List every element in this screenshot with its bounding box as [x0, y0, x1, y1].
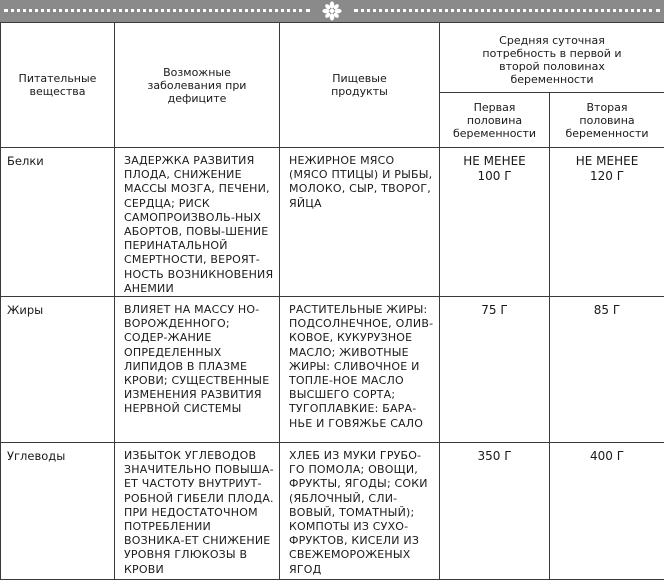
nutrition-table — [0, 22, 664, 580]
second-half-value: 400 Г — [550, 443, 664, 580]
disease-text: ВЛИЯЕТ НА МАССУ НО-ВОРОЖДЕННОГО; СОДЕР-ЖАНИЕ ОПРЕДЕЛЕННЫХ ЛИПИДОВ В ПЛАЗМЕ КРОВИ; СУЩЕСТВЕННЫЕ ИЗМЕНЕНИЯ РАЗВИТИЯ НЕРВНОЙ СИСТЕМЫ — [115, 297, 280, 443]
table-row — [1, 297, 664, 443]
header-nutrients: Питательные вещества — [1, 23, 115, 148]
first-half-value: 75 Г — [440, 297, 550, 443]
decorative-top-bar — [0, 0, 664, 22]
second-half-value: НЕ МЕНЕЕ 120 Г — [550, 148, 664, 297]
table-row — [1, 443, 664, 580]
flower-ornament-icon — [320, 0, 344, 22]
foods-text: НЕЖИРНОЕ МЯСО (МЯСО ПТИЦЫ) И РЫБЫ, МОЛОКО, СЫР, ТВОРОГ, ЯЙЦА — [280, 148, 440, 297]
table-row — [1, 148, 664, 297]
header-diseases: Возможные заболевания при дефиците — [115, 23, 280, 148]
dotted-line-right — [354, 9, 660, 16]
first-half-value: НЕ МЕНЕЕ 100 Г — [440, 148, 550, 297]
header-foods: Пищевые продукты — [280, 23, 440, 148]
header-second-half: Вторая половина беременности — [550, 93, 664, 148]
disease-text: ИЗБЫТОК УГЛЕВОДОВ ЗНАЧИТЕЛЬНО ПОВЫША-ЕТ ЧАСТОТУ ВНУТРИУТ-РОБНОЙ ГИБЕЛИ ПЛОДА. ПРИ НЕДОСТАТОЧНОМ ПОТРЕБЛЕНИИ ВОЗНИКА-ЕТ СНИЖЕНИЕ УРОВНЯ ГЛЮКОЗЫ В КРОВИ — [115, 443, 280, 580]
dotted-line-left — [4, 9, 310, 16]
header-need: Средняя суточная потребность в первой и второй половинах беременности — [440, 23, 664, 93]
second-half-value: 85 Г — [550, 297, 664, 443]
foods-text: ХЛЕБ ИЗ МУКИ ГРУБО-ГО ПОМОЛА; ОВОЩИ, ФРУКТЫ, ЯГОДЫ; СОКИ (ЯБЛОЧНЫЙ, СЛИ-ВОВЫЙ, ТОМАТНЫЙ); КОМПОТЫ ИЗ СУХО-ФРУКТОВ, КИСЕЛИ ИЗ СВЕЖЕМОРОЖЕНЫХ ЯГОД — [280, 443, 440, 580]
disease-text: ЗАДЕРЖКА РАЗВИТИЯ ПЛОДА, СНИЖЕНИЕ МАССЫ МОЗГА, ПЕЧЕНИ, СЕРДЦА; РИСК САМОПРОИЗВОЛЬ-НЫХ АБОРТОВ, ПОВЫ-ШЕНИЕ ПЕРИНАТАЛЬНОЙ СМЕРТНОСТИ, ВЕРОЯТ-НОСТЬ ВОЗНИКНОВЕНИЯ АНЕМИИ — [115, 148, 280, 297]
nutrient-name: Жиры — [1, 297, 115, 443]
first-half-value: 350 Г — [440, 443, 550, 580]
foods-text: РАСТИТЕЛЬНЫЕ ЖИРЫ: ПОДСОЛНЕЧНОЕ, ОЛИВ-КОВОЕ, КУКУРУЗНОЕ МАСЛО; ЖИВОТНЫЕ ЖИРЫ: СЛИВОЧНОЕ И ТОПЛЕ-НОЕ МАСЛО ВЫСШЕГО СОРТА; ТУГОПЛАВКИЕ: БАРА-НЬЕ И ГОВЯЖЬЕ САЛО — [280, 297, 440, 443]
header-first-half: Первая половина беременности — [440, 93, 550, 148]
nutrient-name: Углеводы — [1, 443, 115, 580]
nutrient-name: Белки — [1, 148, 115, 297]
